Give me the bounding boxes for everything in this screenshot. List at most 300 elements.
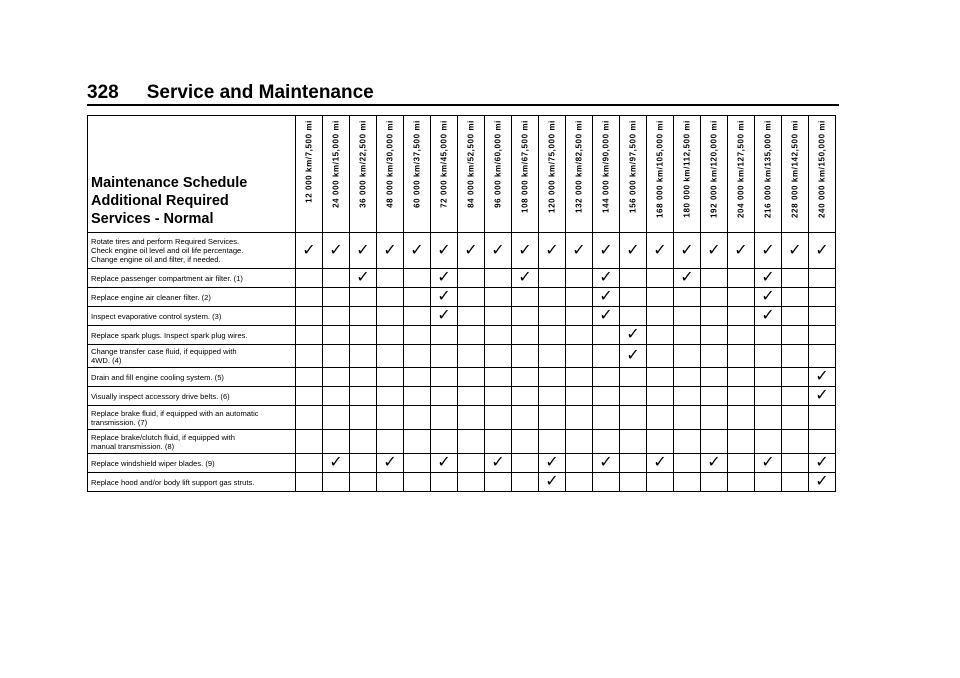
checkmark-icon: ✓ xyxy=(626,239,640,259)
schedule-cell xyxy=(566,406,593,430)
schedule-cell xyxy=(674,368,701,387)
interval-header xyxy=(674,116,701,233)
schedule-cell xyxy=(377,307,404,326)
schedule-cell xyxy=(701,454,728,473)
schedule-cell xyxy=(593,326,620,345)
schedule-cell xyxy=(296,473,323,492)
checkmark-icon: ✓ xyxy=(653,239,667,259)
schedule-cell xyxy=(350,430,377,454)
schedule-cell xyxy=(512,387,539,406)
service-label: Visually inspect accessory drive belts. (6) xyxy=(88,387,296,406)
table-row xyxy=(88,288,836,307)
checkmark-icon: ✓ xyxy=(437,239,451,259)
schedule-cell xyxy=(323,387,350,406)
schedule-cell xyxy=(647,368,674,387)
schedule-cell xyxy=(404,473,431,492)
schedule-cell xyxy=(350,233,377,269)
interval-label: 72 000 km/45,000 mi xyxy=(439,120,449,208)
schedule-cell xyxy=(458,233,485,269)
checkmark-icon: ✓ xyxy=(437,452,451,471)
interval-label: 216 000 km/135,000 mi xyxy=(763,120,773,219)
schedule-cell xyxy=(809,368,836,387)
schedule-cell xyxy=(701,368,728,387)
schedule-cell xyxy=(755,233,782,269)
schedule-cell xyxy=(782,387,809,406)
schedule-cell xyxy=(350,307,377,326)
checkmark-icon: ✓ xyxy=(572,239,586,259)
schedule-cell xyxy=(512,454,539,473)
schedule-cell xyxy=(593,269,620,288)
schedule-cell xyxy=(674,473,701,492)
interval-label: 168 000 km/105,000 mi xyxy=(655,120,665,219)
schedule-cell xyxy=(323,288,350,307)
schedule-cell xyxy=(485,288,512,307)
table-row xyxy=(88,345,836,368)
table-row xyxy=(88,406,836,430)
schedule-cell xyxy=(620,269,647,288)
checkmark-icon: ✓ xyxy=(815,239,829,259)
schedule-cell xyxy=(620,326,647,345)
table-row xyxy=(88,326,836,345)
checkmark-icon: ✓ xyxy=(545,471,559,490)
checkmark-icon: ✓ xyxy=(518,239,532,259)
schedule-cell xyxy=(377,326,404,345)
checkmark-icon: ✓ xyxy=(734,239,748,259)
schedule-cell xyxy=(539,345,566,368)
schedule-cell xyxy=(620,288,647,307)
schedule-cell xyxy=(647,288,674,307)
table-row xyxy=(88,454,836,473)
schedule-cell xyxy=(782,345,809,368)
checkmark-icon: ✓ xyxy=(356,239,370,259)
schedule-cell xyxy=(755,387,782,406)
schedule-cell xyxy=(350,387,377,406)
schedule-cell xyxy=(782,269,809,288)
schedule-cell xyxy=(458,406,485,430)
schedule-cell xyxy=(755,406,782,430)
schedule-cell xyxy=(566,269,593,288)
schedule-cell xyxy=(782,288,809,307)
schedule-cell xyxy=(323,430,350,454)
schedule-cell xyxy=(701,326,728,345)
schedule-cell xyxy=(485,454,512,473)
schedule-cell xyxy=(728,345,755,368)
schedule-cell xyxy=(620,233,647,269)
schedule-cell xyxy=(539,326,566,345)
service-label: Replace engine air cleaner filter. (2) xyxy=(88,288,296,307)
checkmark-icon: ✓ xyxy=(437,305,451,324)
schedule-cell xyxy=(350,473,377,492)
schedule-cell xyxy=(296,345,323,368)
schedule-cell xyxy=(809,454,836,473)
schedule-cell xyxy=(593,288,620,307)
schedule-cell xyxy=(350,345,377,368)
schedule-cell xyxy=(431,387,458,406)
schedule-cell xyxy=(566,368,593,387)
checkmark-icon: ✓ xyxy=(329,452,343,471)
interval-label: 84 000 km/52,500 mi xyxy=(466,120,476,208)
interval-header xyxy=(755,116,782,233)
interval-header xyxy=(404,116,431,233)
schedule-cell xyxy=(728,454,755,473)
schedule-cell xyxy=(539,368,566,387)
schedule-cell xyxy=(512,288,539,307)
schedule-cell xyxy=(431,345,458,368)
schedule-cell xyxy=(593,307,620,326)
schedule-cell xyxy=(674,387,701,406)
checkmark-icon: ✓ xyxy=(383,452,397,471)
schedule-cell xyxy=(404,269,431,288)
schedule-cell xyxy=(377,430,404,454)
schedule-cell xyxy=(458,368,485,387)
schedule-cell xyxy=(431,269,458,288)
checkmark-icon: ✓ xyxy=(815,385,829,404)
interval-label: 48 000 km/30,000 mi xyxy=(385,120,395,208)
schedule-cell xyxy=(782,430,809,454)
schedule-cell xyxy=(728,368,755,387)
schedule-cell xyxy=(485,307,512,326)
header-rule xyxy=(87,104,839,106)
checkmark-icon: ✓ xyxy=(815,452,829,471)
interval-header xyxy=(323,116,350,233)
interval-label: 12 000 km/7,500 mi xyxy=(304,120,314,203)
checkmark-icon: ✓ xyxy=(761,267,775,286)
schedule-cell xyxy=(647,307,674,326)
interval-header xyxy=(539,116,566,233)
schedule-cell xyxy=(296,387,323,406)
schedule-cell xyxy=(755,368,782,387)
schedule-cell xyxy=(377,368,404,387)
schedule-cell xyxy=(512,345,539,368)
interval-label: 240 000 km/150,000 mi xyxy=(817,120,827,219)
table-row xyxy=(88,473,836,492)
schedule-cell xyxy=(296,430,323,454)
checkmark-icon: ✓ xyxy=(464,239,478,259)
schedule-cell xyxy=(512,368,539,387)
schedule-cell xyxy=(728,406,755,430)
schedule-cell xyxy=(431,288,458,307)
schedule-cell xyxy=(512,430,539,454)
schedule-cell xyxy=(431,326,458,345)
schedule-cell xyxy=(485,345,512,368)
checkmark-icon: ✓ xyxy=(437,286,451,305)
schedule-cell xyxy=(377,269,404,288)
interval-header xyxy=(620,116,647,233)
interval-label: 228 000 km/142,500 mi xyxy=(790,120,800,219)
schedule-cell xyxy=(674,326,701,345)
schedule-cell xyxy=(539,473,566,492)
schedule-cell xyxy=(377,473,404,492)
schedule-cell xyxy=(512,233,539,269)
schedule-cell xyxy=(404,345,431,368)
schedule-cell xyxy=(674,269,701,288)
table-title-cell xyxy=(88,116,296,233)
schedule-cell xyxy=(512,473,539,492)
schedule-cell xyxy=(539,387,566,406)
table-title-line: Additional Required xyxy=(91,193,229,209)
interval-header xyxy=(458,116,485,233)
schedule-cell xyxy=(431,233,458,269)
schedule-cell xyxy=(458,345,485,368)
schedule-cell xyxy=(809,307,836,326)
schedule-cell xyxy=(566,326,593,345)
schedule-cell xyxy=(512,269,539,288)
schedule-cell xyxy=(458,307,485,326)
checkmark-icon: ✓ xyxy=(761,452,775,471)
schedule-cell xyxy=(431,368,458,387)
schedule-cell xyxy=(404,233,431,269)
schedule-cell xyxy=(593,454,620,473)
checkmark-icon: ✓ xyxy=(761,239,775,259)
table-row xyxy=(88,307,836,326)
schedule-cell xyxy=(377,345,404,368)
interval-header xyxy=(566,116,593,233)
schedule-cell xyxy=(431,473,458,492)
schedule-cell xyxy=(809,326,836,345)
service-label: Replace passenger compartment air filter. (1) xyxy=(88,269,296,288)
schedule-cell xyxy=(377,288,404,307)
schedule-cell xyxy=(350,326,377,345)
schedule-cell xyxy=(323,307,350,326)
table-body xyxy=(88,233,836,492)
table-header-row xyxy=(88,116,836,233)
schedule-cell xyxy=(674,454,701,473)
checkmark-icon: ✓ xyxy=(680,239,694,259)
schedule-cell xyxy=(647,345,674,368)
schedule-cell xyxy=(458,326,485,345)
schedule-cell xyxy=(647,269,674,288)
interval-header xyxy=(809,116,836,233)
interval-label: 132 000 km/82,500 mi xyxy=(574,120,584,213)
schedule-cell xyxy=(404,368,431,387)
page-number: 328 xyxy=(87,82,119,103)
checkmark-icon: ✓ xyxy=(788,239,802,259)
schedule-cell xyxy=(512,307,539,326)
schedule-cell xyxy=(350,269,377,288)
schedule-cell xyxy=(296,368,323,387)
checkmark-icon: ✓ xyxy=(815,366,829,385)
schedule-cell xyxy=(809,406,836,430)
schedule-cell xyxy=(431,406,458,430)
schedule-cell xyxy=(809,288,836,307)
schedule-cell xyxy=(539,269,566,288)
schedule-cell xyxy=(566,288,593,307)
schedule-cell xyxy=(755,326,782,345)
schedule-cell xyxy=(620,454,647,473)
service-label: Replace brake fluid, if equipped with an automatic transmission. (7) xyxy=(88,406,296,430)
checkmark-icon: ✓ xyxy=(599,267,613,286)
table-title-line: Maintenance Schedule xyxy=(91,175,248,191)
schedule-cell xyxy=(458,269,485,288)
checkmark-icon: ✓ xyxy=(653,452,667,471)
schedule-cell xyxy=(674,307,701,326)
schedule-cell xyxy=(296,288,323,307)
maintenance-schedule-table xyxy=(87,115,836,492)
schedule-cell xyxy=(539,430,566,454)
service-label: Replace hood and/or body lift support gas struts. xyxy=(88,473,296,492)
schedule-cell xyxy=(647,233,674,269)
checkmark-icon: ✓ xyxy=(437,267,451,286)
schedule-cell xyxy=(701,288,728,307)
checkmark-icon: ✓ xyxy=(545,239,559,259)
schedule-cell xyxy=(647,430,674,454)
schedule-cell xyxy=(728,269,755,288)
schedule-cell xyxy=(458,473,485,492)
schedule-cell xyxy=(728,430,755,454)
service-label: Change transfer case fluid, if equipped with 4WD. (4) xyxy=(88,345,296,368)
schedule-cell xyxy=(701,345,728,368)
schedule-cell xyxy=(701,307,728,326)
checkmark-icon: ✓ xyxy=(491,452,505,471)
schedule-cell xyxy=(593,406,620,430)
interval-header xyxy=(512,116,539,233)
interval-label: 204 000 km/127,500 mi xyxy=(736,120,746,219)
schedule-cell xyxy=(431,430,458,454)
schedule-cell xyxy=(458,430,485,454)
schedule-cell xyxy=(323,473,350,492)
schedule-cell xyxy=(701,233,728,269)
table-title-line: Services - Normal xyxy=(91,211,214,227)
service-label: Replace spark plugs. Inspect spark plug wires. xyxy=(88,326,296,345)
schedule-cell xyxy=(755,288,782,307)
schedule-cell xyxy=(620,368,647,387)
schedule-cell xyxy=(512,406,539,430)
schedule-cell xyxy=(458,288,485,307)
schedule-cell xyxy=(674,233,701,269)
checkmark-icon: ✓ xyxy=(761,286,775,305)
schedule-cell xyxy=(512,326,539,345)
interval-header xyxy=(377,116,404,233)
schedule-cell xyxy=(539,288,566,307)
schedule-cell xyxy=(620,345,647,368)
schedule-cell xyxy=(485,269,512,288)
checkmark-icon: ✓ xyxy=(383,239,397,259)
interval-label: 144 000 km/90,000 mi xyxy=(601,120,611,213)
schedule-cell xyxy=(782,473,809,492)
schedule-cell xyxy=(809,430,836,454)
schedule-cell xyxy=(755,454,782,473)
schedule-cell xyxy=(728,326,755,345)
interval-label: 192 000 km/120,000 mi xyxy=(709,120,719,219)
schedule-cell xyxy=(323,345,350,368)
schedule-cell xyxy=(755,473,782,492)
schedule-cell xyxy=(377,406,404,430)
schedule-cell xyxy=(485,473,512,492)
schedule-cell xyxy=(323,269,350,288)
schedule-cell xyxy=(404,430,431,454)
schedule-cell xyxy=(485,387,512,406)
interval-header xyxy=(296,116,323,233)
schedule-cell xyxy=(377,233,404,269)
interval-header xyxy=(485,116,512,233)
table-row xyxy=(88,368,836,387)
table-row xyxy=(88,233,836,269)
schedule-cell xyxy=(296,454,323,473)
schedule-cell xyxy=(404,307,431,326)
schedule-cell xyxy=(566,430,593,454)
schedule-cell xyxy=(782,454,809,473)
checkmark-icon: ✓ xyxy=(599,239,613,259)
schedule-cell xyxy=(539,454,566,473)
schedule-cell xyxy=(701,387,728,406)
schedule-cell xyxy=(701,406,728,430)
schedule-cell xyxy=(485,326,512,345)
schedule-cell xyxy=(485,430,512,454)
interval-header xyxy=(647,116,674,233)
schedule-cell xyxy=(647,473,674,492)
schedule-cell xyxy=(323,368,350,387)
schedule-cell xyxy=(620,430,647,454)
schedule-cell xyxy=(404,288,431,307)
schedule-cell xyxy=(782,307,809,326)
schedule-cell xyxy=(728,387,755,406)
interval-header xyxy=(728,116,755,233)
schedule-cell xyxy=(728,233,755,269)
service-label: Inspect evaporative control system. (3) xyxy=(88,307,296,326)
interval-label: 180 000 km/112,500 mi xyxy=(682,120,692,218)
checkmark-icon: ✓ xyxy=(626,345,640,364)
schedule-cell xyxy=(674,406,701,430)
schedule-cell xyxy=(593,345,620,368)
schedule-cell xyxy=(404,406,431,430)
schedule-cell xyxy=(755,345,782,368)
schedule-cell xyxy=(674,288,701,307)
schedule-cell xyxy=(350,406,377,430)
service-label: Drain and fill engine cooling system. (5) xyxy=(88,368,296,387)
interval-label: 120 000 km/75,000 mi xyxy=(547,120,557,213)
schedule-cell xyxy=(323,454,350,473)
schedule-cell xyxy=(485,406,512,430)
checkmark-icon: ✓ xyxy=(707,452,721,471)
schedule-cell xyxy=(323,233,350,269)
table-row xyxy=(88,387,836,406)
schedule-cell xyxy=(809,269,836,288)
service-label: Replace brake/clutch fluid, if equipped with manual transmission. (8) xyxy=(88,430,296,454)
table-row xyxy=(88,430,836,454)
schedule-cell xyxy=(539,406,566,430)
schedule-cell xyxy=(809,387,836,406)
checkmark-icon: ✓ xyxy=(518,267,532,286)
schedule-cell xyxy=(296,233,323,269)
interval-header xyxy=(350,116,377,233)
schedule-cell xyxy=(431,307,458,326)
checkmark-icon: ✓ xyxy=(599,286,613,305)
schedule-cell xyxy=(809,233,836,269)
checkmark-icon: ✓ xyxy=(599,452,613,471)
checkmark-icon: ✓ xyxy=(680,267,694,286)
schedule-cell xyxy=(620,406,647,430)
checkmark-icon: ✓ xyxy=(491,239,505,259)
schedule-cell xyxy=(539,233,566,269)
schedule-cell xyxy=(647,387,674,406)
schedule-cell xyxy=(701,430,728,454)
checkmark-icon: ✓ xyxy=(599,305,613,324)
schedule-cell xyxy=(296,326,323,345)
schedule-cell xyxy=(593,473,620,492)
schedule-cell xyxy=(350,454,377,473)
schedule-cell xyxy=(566,473,593,492)
schedule-cell xyxy=(539,307,566,326)
schedule-cell xyxy=(755,307,782,326)
schedule-cell xyxy=(485,233,512,269)
schedule-cell xyxy=(782,368,809,387)
schedule-cell xyxy=(323,406,350,430)
schedule-cell xyxy=(674,430,701,454)
schedule-cell xyxy=(404,326,431,345)
schedule-cell xyxy=(377,454,404,473)
checkmark-icon: ✓ xyxy=(815,471,829,490)
schedule-cell xyxy=(620,473,647,492)
